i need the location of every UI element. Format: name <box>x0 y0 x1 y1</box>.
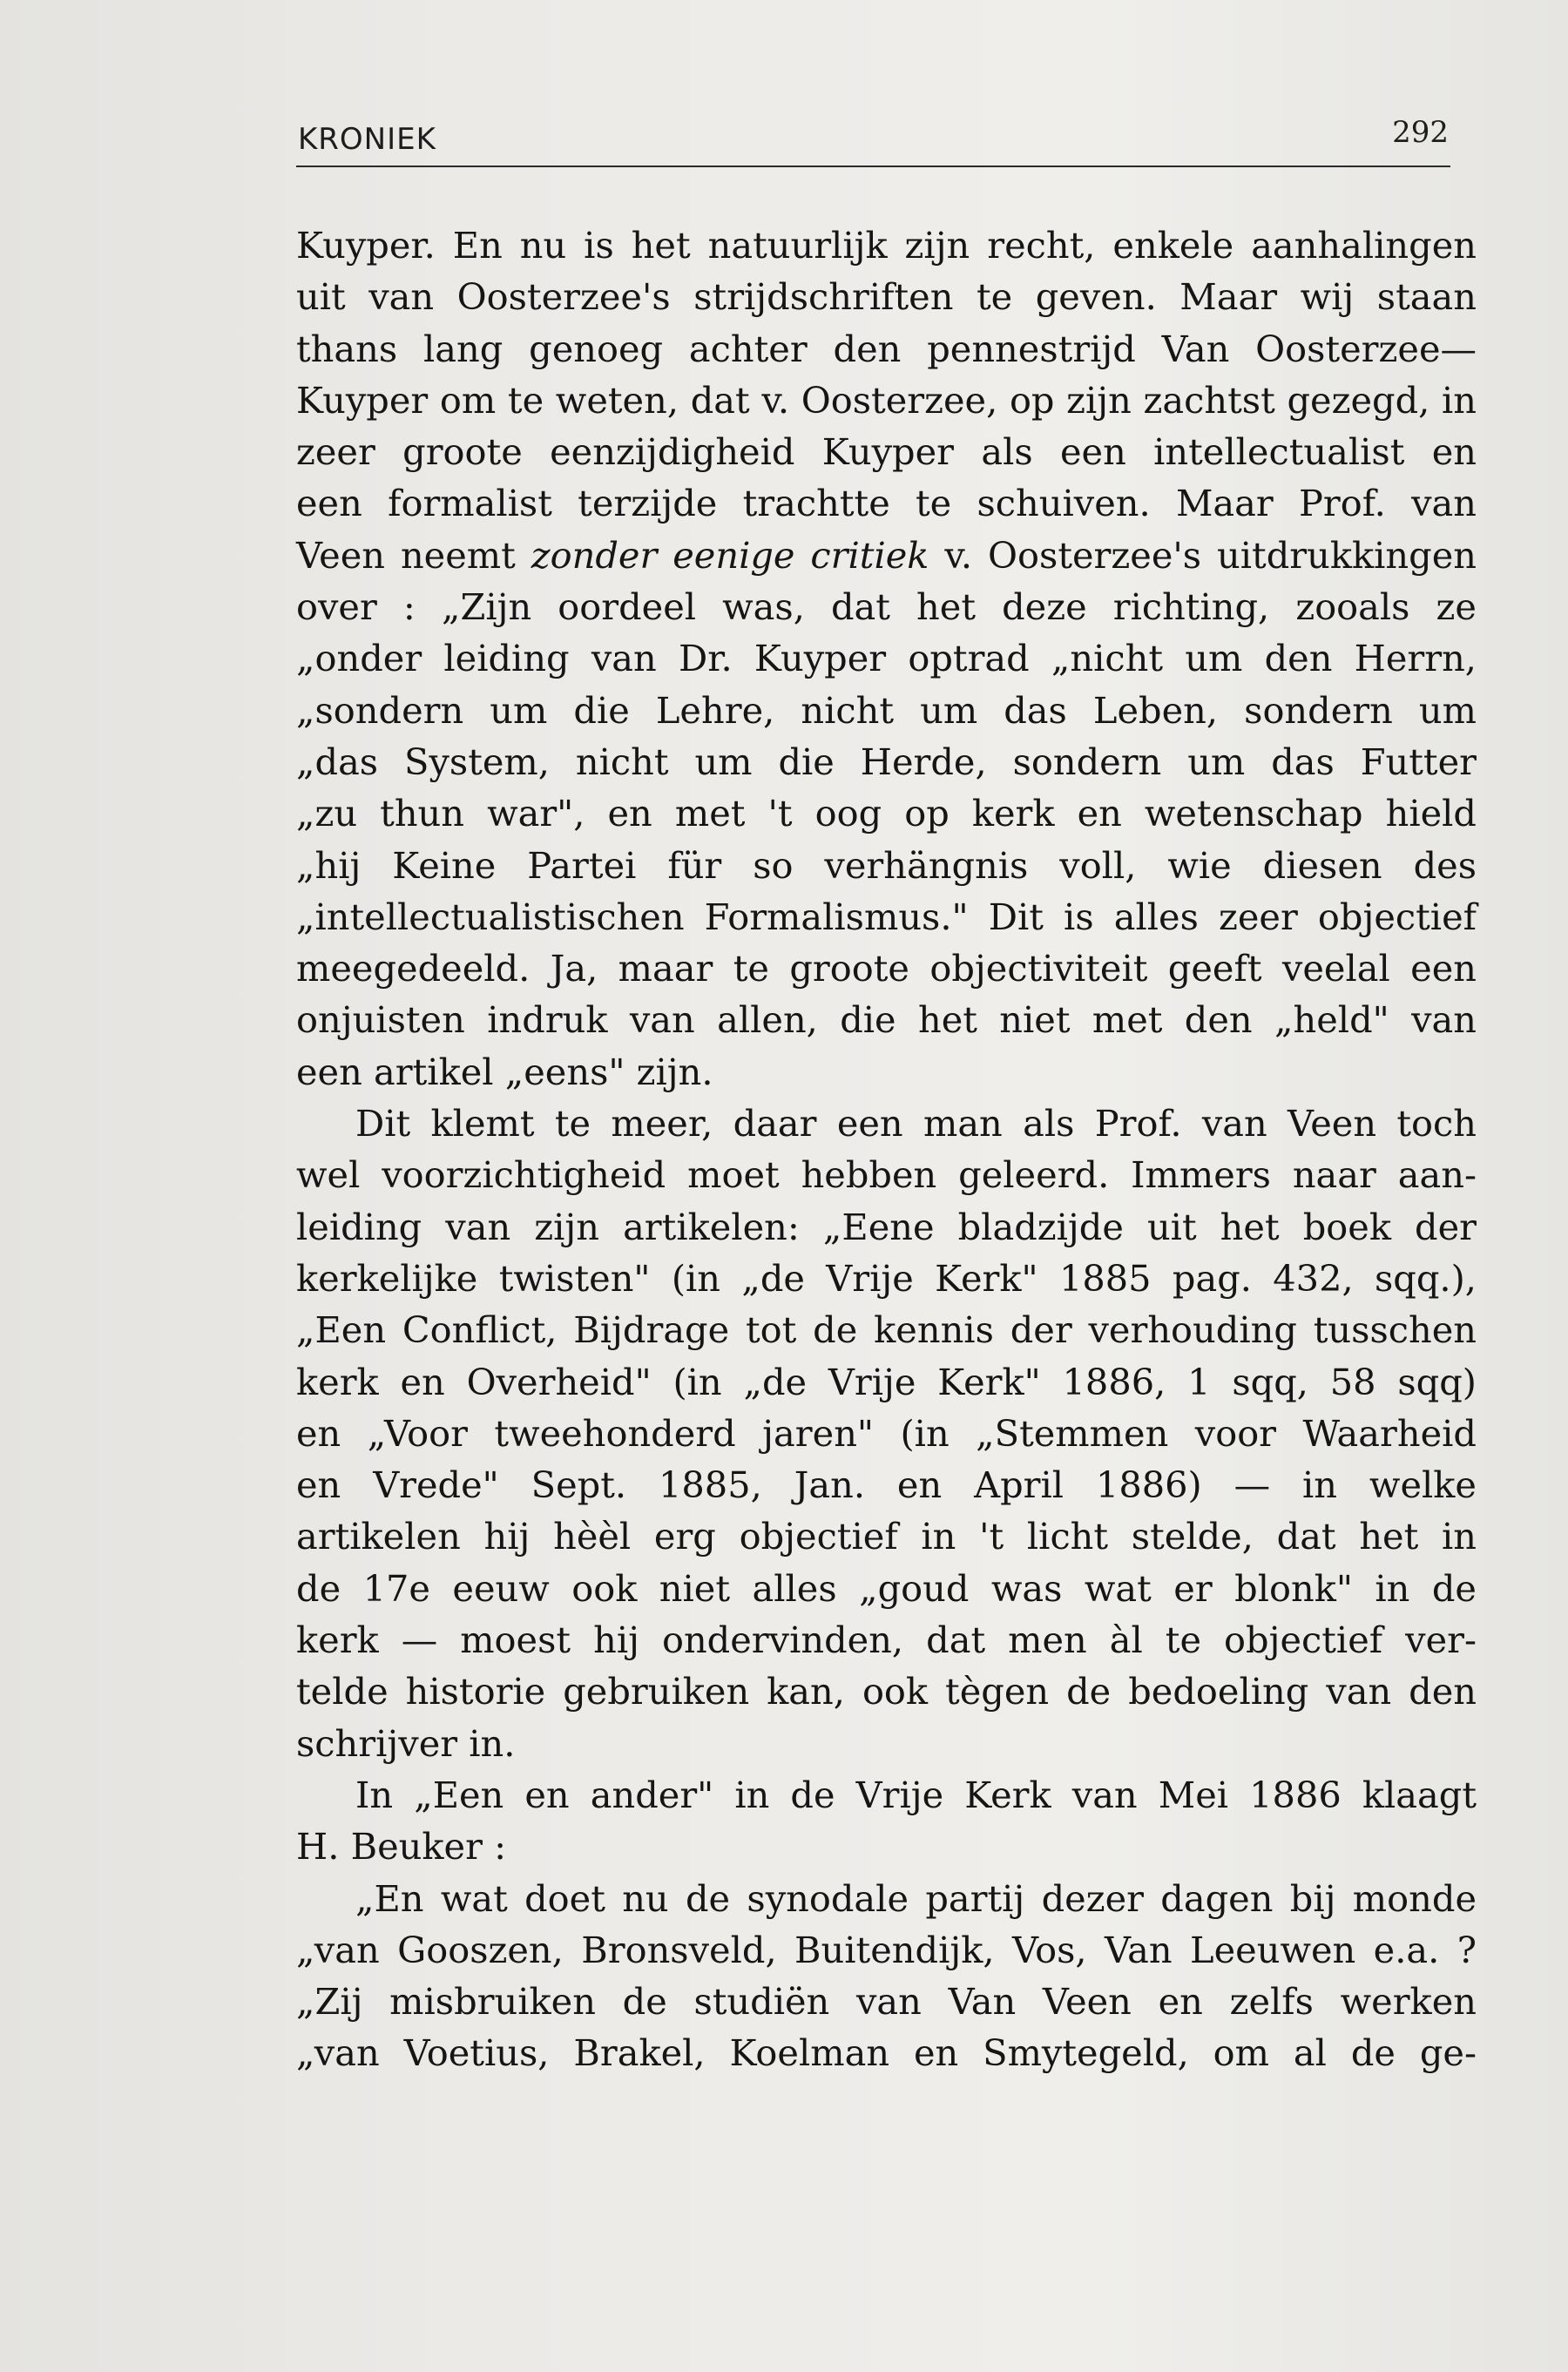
text-line: „zu thun war", en met 't oog op kerk en wetenschap hield <box>296 792 1477 835</box>
text-line: uit van Oosterzee's strijdschriften te geven. Maar wij staan <box>296 275 1477 319</box>
running-head: KRONIEK <box>298 122 436 157</box>
text-line: een artikel „eens" zijn. <box>296 1050 713 1093</box>
text-line: een formalist terzijde trachtte te schuiven. Maar Prof. van <box>296 482 1477 525</box>
text-line: onjuisten indruk van allen, die het niet met den „held" van <box>296 998 1477 1042</box>
text-line: „En wat doet nu de synodale partij dezer dagen bij monde <box>355 1876 1477 1920</box>
text-line: over : „Zijn oordeel was, dat het deze richting, zooals ze <box>296 585 1477 629</box>
text-line: „sondern um die Lehre, nicht um das Leben, sondern um <box>296 688 1477 732</box>
page-header <box>296 115 1450 164</box>
text-line: „intellectualistischen Formalismus." Dit is alles zeer objectief <box>296 895 1477 938</box>
text-line: „onder leiding van Dr. Kuyper optrad „nicht um den Herrn, <box>296 637 1477 680</box>
text-line: „hij Keine Partei für so verhängnis voll, wie diesen des <box>296 843 1477 887</box>
text-run: v. Oosterzee's uitdrukkingen <box>929 533 1477 577</box>
text-line: leiding van zijn artikelen: „Eene bladzijde uit het boek der <box>296 1205 1477 1248</box>
emphasized-phrase: zonder eenige critiek <box>531 533 929 577</box>
text-run: Veen neemt <box>296 533 531 577</box>
text-line: „van Gooszen, Bronsveld, Buitendijk, Vos, Van Leeuwen e.a. ? <box>296 1928 1477 1971</box>
text-line: Dit klemt te meer, daar een man als Prof. van Veen toch <box>355 1102 1477 1145</box>
text-line: In „Een en ander" in de Vrije Kerk van Mei 1886 klaagt <box>355 1773 1477 1816</box>
text-line: Kuyper om te weten, dat v. Oosterzee, op zijn zachtst gezegd, in <box>296 378 1477 422</box>
text-line: „Zij misbruiken de studiën van Van Veen en zelfs werken <box>296 1980 1477 2024</box>
text-line: wel voorzichtigheid moet hebben geleerd. Immers naar aan- <box>296 1153 1477 1197</box>
text-line: Kuyper. En nu is het natuurlijk zijn recht, enkele aanhalingen <box>296 224 1477 267</box>
text-line: de 17e eeuw ook niet alles „goud was wat er blonk" in de <box>296 1566 1477 1610</box>
body-text <box>296 220 1477 2079</box>
text-line: zeer groote eenzijdigheid Kuyper als een intellectualist en <box>296 430 1477 474</box>
text-line: thans lang genoeg achter den pennestrijd Van Oosterzee— <box>296 327 1477 370</box>
page-number: 292 <box>1392 115 1449 150</box>
text-line: en „Voor tweehonderd jaren" (in „Stemmen voor Waarheid <box>296 1411 1477 1455</box>
header-rule <box>296 166 1450 167</box>
text-line: H. Beuker : <box>296 1825 507 1869</box>
text-line: kerkelijke twisten" (in „de Vrije Kerk" 1885 pag. 432, sqq.), <box>296 1256 1477 1300</box>
text-line: schrijver in. <box>296 1721 516 1765</box>
text-line: „das System, nicht um die Herde, sondern um das Futter <box>296 740 1477 783</box>
text-line <box>296 530 1477 581</box>
text-line: artikelen hij hèèl erg objectief in 't licht stelde, dat het in <box>296 1515 1477 1558</box>
text-line: „Een Conflict, Bijdrage tot de kennis der verhouding tusschen <box>296 1308 1477 1352</box>
text-line: kerk en Overheid" (in „de Vrije Kerk" 1886, 1 sqq, 58 sqq) <box>296 1360 1477 1403</box>
text-line: telde historie gebruiken kan, ook tègen de bedoeling van den <box>296 1670 1477 1713</box>
text-line: en Vrede" Sept. 1885, Jan. en April 1886) — in welke <box>296 1463 1477 1507</box>
text-line: meegedeeld. Ja, maar te groote objectiviteit geeft veelal een <box>296 947 1477 990</box>
text-line: kerk — moest hij ondervinden, dat men àl te objectief ver- <box>296 1619 1477 1662</box>
text-line: „van Voetius, Brakel, Koelman en Smytegeld, om al de ge- <box>296 2031 1477 2075</box>
